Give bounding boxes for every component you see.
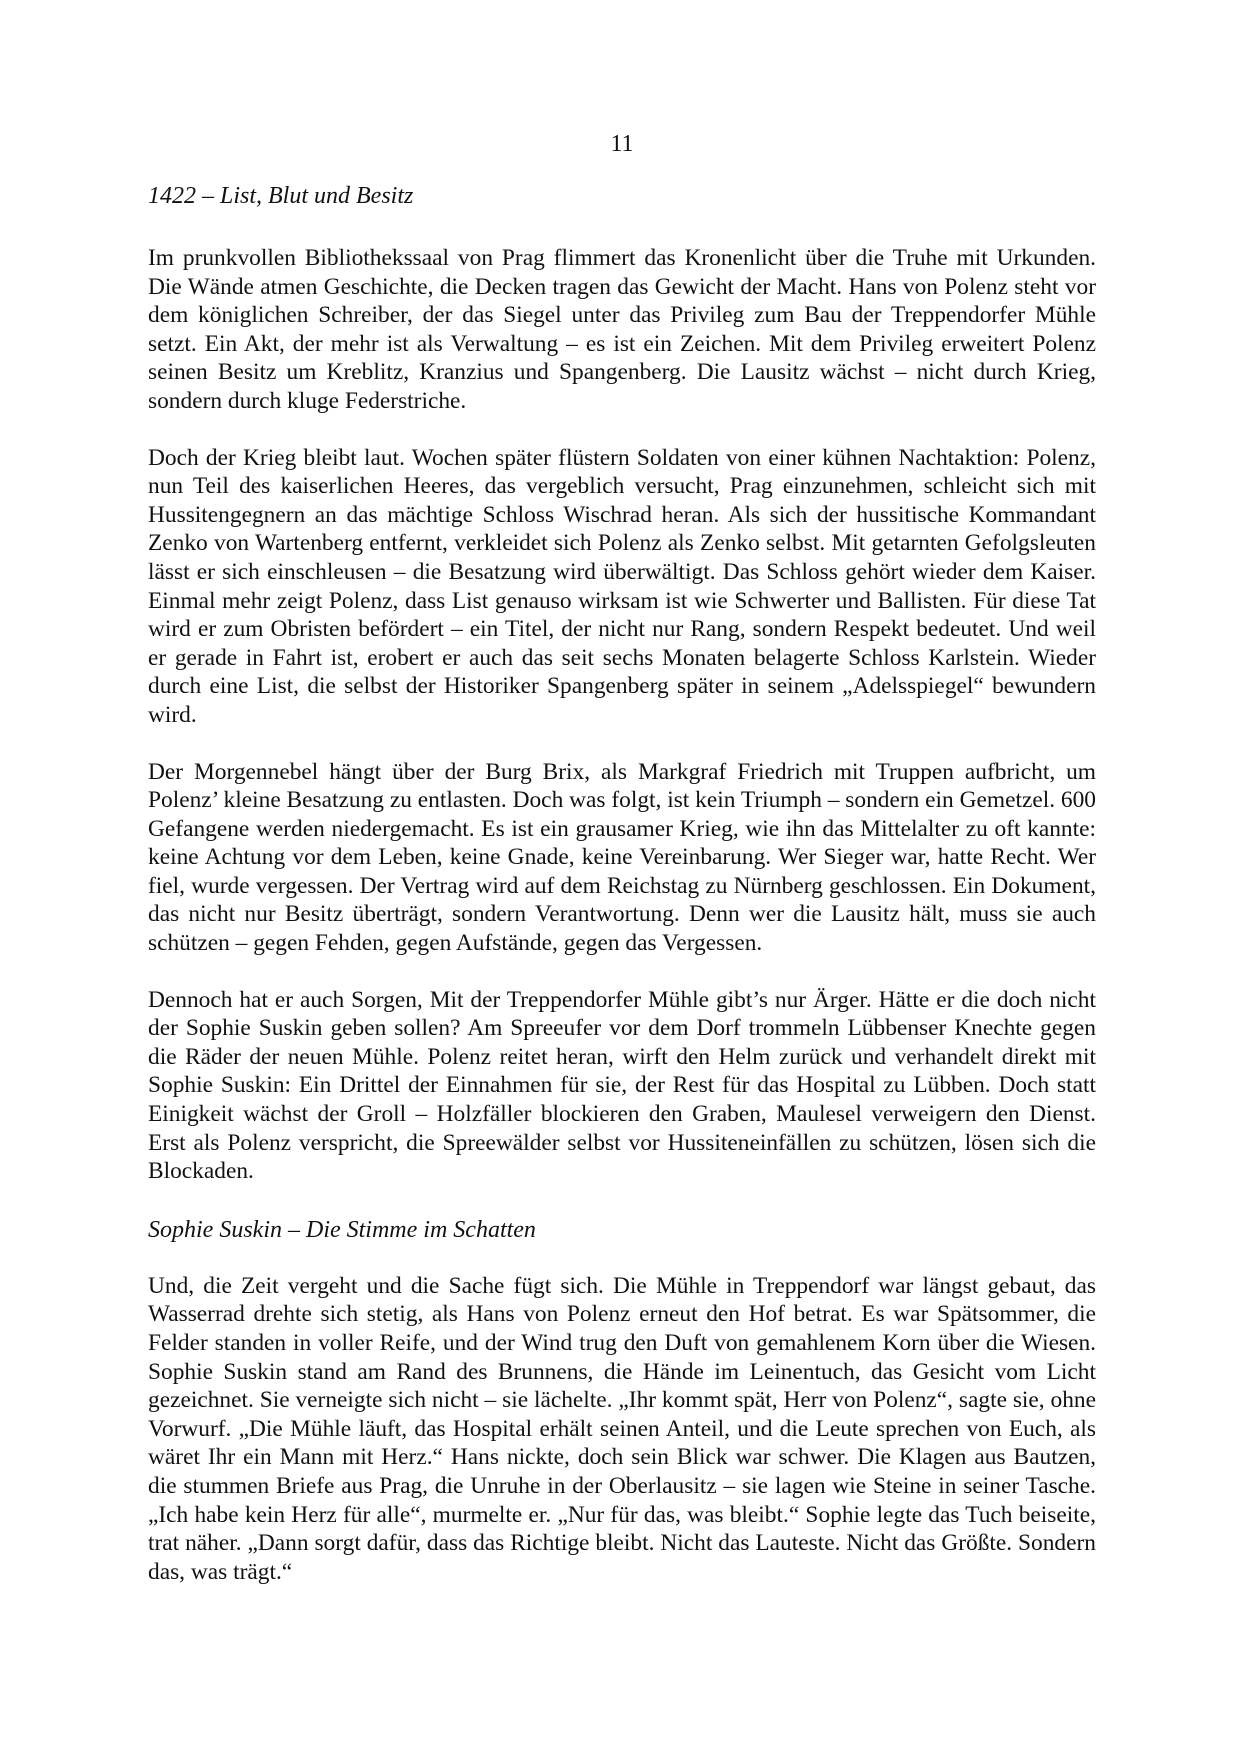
section-heading-sophie-suskin: Sophie Suskin – Die Stimme im Schatten	[148, 1216, 536, 1243]
paragraph-bibliothekssaal: Im prunkvollen Bibliothekssaal von Prag flimmert das Kronenlicht über die Truhe mit Urkunden. Die Wände atmen Geschichte, die Decken tragen das Gewicht der Macht. Hans von Polenz steht vor dem königlichen Schreiber, der das Siegel unter das Privileg zum Bau der Treppendorfer Mühle setzt. Ein Akt, der mehr ist als Verwaltung – es ist ein Zeichen. Mit dem Privileg erweitert Polenz seinen Besitz um Kreblitz, Kranzius und Spangenberg. Die Lausitz wächst – nicht durch Krieg, sondern durch kluge Federstriche.	[148, 245, 1096, 414]
paragraph-wischrad: Doch der Krieg bleibt laut. Wochen später flüstern Soldaten von einer kühnen Nachtaktion: Polenz, nun Teil des kaiserlichen Heeres, das vergeblich versucht, Prag einzunehmen, schleicht sich mit Hussitengegnern an das mächtige Schloss Wischrad heran. Als sich der hussitische Kommandant Zenko von Wartenberg entfernt, verkleidet sich Polenz als Zenko selbst. Mit getarnten Gefolgsleuten lässt er sich einschleusen – die Besatzung wird überwältigt. Das Schloss gehört wieder dem Kaiser. Einmal mehr zeigt Polenz, dass List genauso wirksam ist wie Schwerter und Ballisten. Für diese Tat wird er zum Obristen befördert – ein Titel, der nicht nur Rang, sondern Respekt bedeutet. Und weil er gerade in Fahrt ist, erobert er auch das seit sechs Monaten belagerte Schloss Karlstein. Wieder durch eine List, die selbst der Historiker Spangenberg später in seinem „Adelsspiegel“ bewundern wird.	[148, 444, 1096, 728]
section-heading-1422: 1422 – List, Blut und Besitz	[148, 183, 414, 209]
paragraph-treppendorfer-muehle: Dennoch hat er auch Sorgen, Mit der Treppendorfer Mühle gibt’s nur Ärger. Hätte er die doch nicht der Sophie Suskin geben sollen? Am Spreeufer vor dem Dorf trommeln Lübbenser Knechte gegen die Räder der neuen Mühle. Polenz reitet heran, wirft den Helm zurück und verhandelt direkt mit Sophie Suskin: Ein Drittel der Einnahmen für sie, der Rest für das Hospital zu Lübben. Doch statt Einigkeit wächst der Groll – Holzfäller blockieren den Graben, Maulesel verweigern den Dienst. Erst als Polenz verspricht, die Spreewälder selbst vor Hussiteneinfällen zu schützen, lösen sich die Blockaden.	[148, 986, 1096, 1185]
paragraph-brix: Der Morgennebel hängt über der Burg Brix, als Markgraf Friedrich mit Truppen aufbricht, um Polenz’ kleine Besatzung zu entlasten. Doch was folgt, ist kein Triumph – sondern ein Gemetzel. 600 Gefangene werden niedergemacht. Es ist ein grausamer Krieg, wie ihn das Mittelalter zu oft kannte: keine Achtung vor dem Leben, keine Gnade, keine Vereinbarung. Wer Sieger war, hatte Recht. Wer fiel, wurde vergessen. Der Vertrag wird auf dem Reichstag zu Nürnberg geschlossen. Ein Dokument, das nicht nur Besitz überträgt, sondern Verantwortung. Denn wer die Lausitz hält, muss sie auch schützen – gegen Fehden, gegen Aufstände, gegen das Vergessen.	[148, 758, 1096, 957]
document-page	[148, 128, 1096, 1614]
paragraph-sophie-suskin: Und, die Zeit vergeht und die Sache fügt sich. Die Mühle in Treppendorf war längst gebaut, das Wasserrad drehte sich stetig, als Hans von Polenz erneut den Hof betrat. Es war Spätsommer, die Felder standen in voller Reife, und der Wind trug den Duft von gemahlenem Korn über die Wiesen. Sophie Suskin stand am Rand des Brunnens, die Hände im Leinentuch, das Gesicht vom Licht gezeichnet. Sie verneigte sich nicht – sie lächelte. „Ihr kommt spät, Herr von Polenz“, sagte sie, ohne Vorwurf. „Die Mühle läuft, das Hospital erhält seinen Anteil, und die Leute sprechen von Euch, als wäret Ihr ein Mann mit Herz.“ Hans nickte, doch sein Blick war schwer. Die Klagen aus Bautzen, die stummen Briefe aus Prag, die Unruhe in der Oberlausitz – sie lagen wie Steine in seiner Tasche. „Ich habe kein Herz für alle“, murmelte er. „Nur für das, was bleibt.“ Sophie legte das Tuch beiseite, trat näher. „Dann sorgt dafür, dass das Richtige bleibt. Nicht das Lauteste. Nicht das Größte. Sondern das, was trägt.“	[148, 1272, 1096, 1585]
page-number: 11	[610, 131, 634, 157]
